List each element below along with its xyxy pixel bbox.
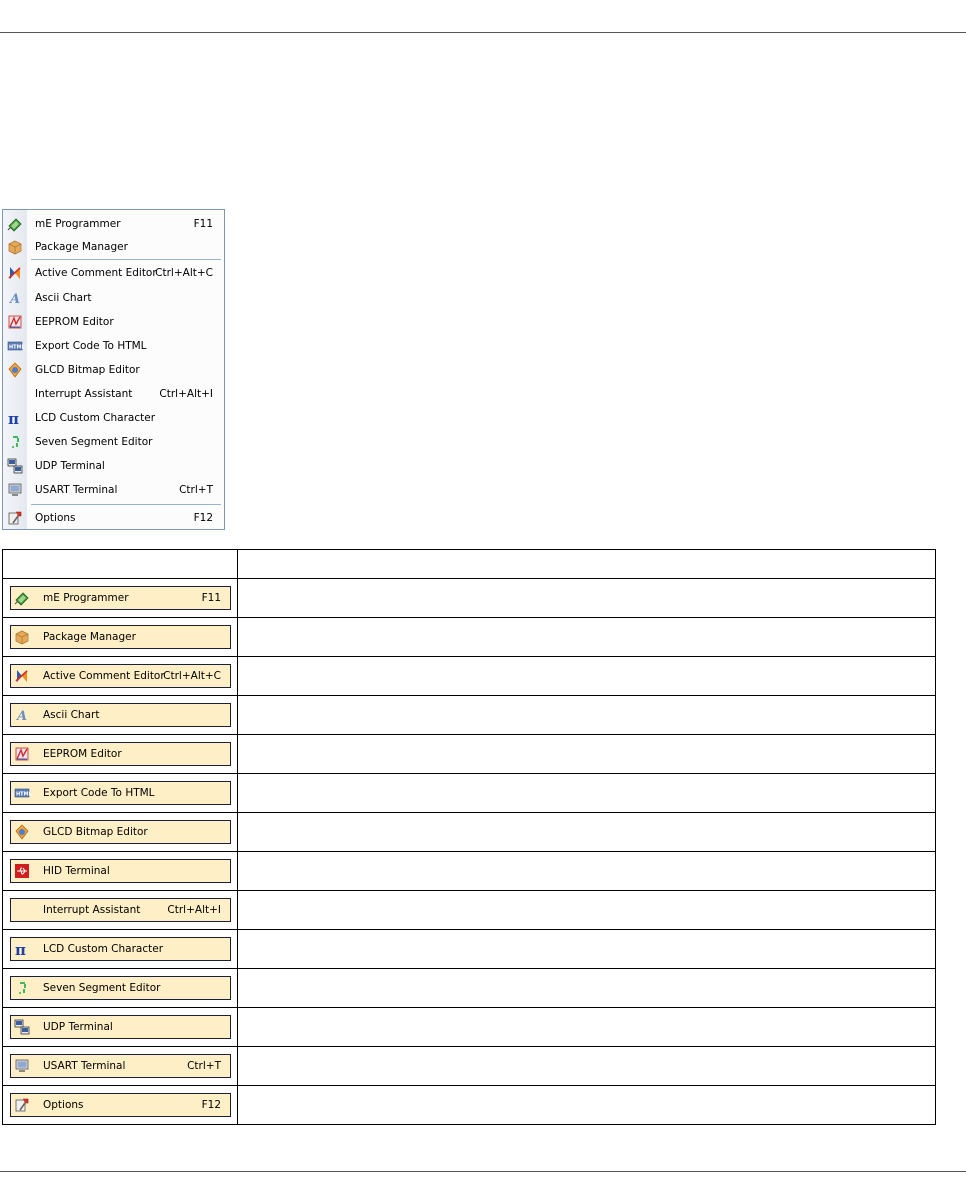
menu-separator [31, 504, 221, 505]
tool-button-label: LCD Custom Character [43, 943, 164, 955]
menu-item-udp-terminal[interactable] [3, 456, 224, 476]
table-row [3, 930, 936, 969]
tool-button-label: USART Terminal [43, 1060, 126, 1072]
table-cell-description [238, 735, 936, 774]
tool-button-label: EEPROM Editor [43, 748, 122, 760]
menu-item-label: Active Comment Editor [35, 267, 157, 279]
menu-item-seven-segment-editor[interactable] [3, 432, 224, 452]
tool-button-export-code-to-html [10, 781, 231, 805]
ascii-chart-icon [7, 290, 23, 306]
usb-icon [14, 863, 30, 879]
options-icon [7, 510, 23, 526]
tool-button-glcd-bitmap-editor [10, 820, 231, 844]
tool-button-eeprom-editor [10, 742, 231, 766]
table-row [3, 735, 936, 774]
table-row [3, 852, 936, 891]
menu-separator [31, 259, 221, 260]
tool-button-label: mE Programmer [43, 592, 129, 604]
table-row [3, 657, 936, 696]
menu-item-eeprom-editor[interactable] [3, 312, 224, 332]
table-cell-icon [3, 813, 238, 852]
table-cell-icon [3, 774, 238, 813]
menu-item-lcd-custom-character[interactable] [3, 408, 224, 428]
tool-button-shortcut: F11 [201, 592, 221, 604]
eeprom-icon [14, 746, 30, 762]
tool-button-shortcut: Ctrl+T [187, 1060, 221, 1072]
active-comment-icon [7, 265, 23, 281]
blank-icon [7, 386, 23, 402]
table-header-description [238, 550, 936, 579]
tool-button-options [10, 1093, 231, 1117]
menu-item-usart-terminal[interactable] [3, 480, 224, 500]
tool-button-shortcut: Ctrl+Alt+C [163, 670, 221, 682]
svg-text:A: A [10, 292, 21, 307]
table-cell-icon [3, 1008, 238, 1047]
table-row [3, 891, 936, 930]
menu-item-package-manager[interactable] [3, 237, 224, 257]
menu-item-label: LCD Custom Character [35, 412, 156, 424]
table-cell-description [238, 1047, 936, 1086]
menu-item-label: Package Manager [35, 241, 128, 253]
table-header-row [3, 550, 936, 579]
menu-item-label: Export Code To HTML [35, 340, 147, 352]
table-row [3, 813, 936, 852]
tool-button-label: Ascii Chart [43, 709, 100, 721]
pi-icon [14, 941, 30, 957]
tool-button-usart-terminal [10, 1054, 231, 1078]
tool-button-interrupt-assistant [10, 898, 231, 922]
table-cell-description [238, 696, 936, 735]
table-cell-description [238, 1086, 936, 1125]
tool-button-label: Package Manager [43, 631, 136, 643]
menu-item-label: GLCD Bitmap Editor [35, 364, 140, 376]
table-header-icon [3, 550, 238, 579]
menu-item-export-code-to-html[interactable] [3, 336, 224, 356]
table-cell-icon [3, 579, 238, 618]
programmer-icon [7, 216, 23, 232]
table-row [3, 1086, 936, 1125]
menu-item-label: Options [35, 512, 76, 524]
table-cell-icon [3, 696, 238, 735]
menu-item-shortcut: F12 [193, 512, 213, 524]
table-row [3, 1047, 936, 1086]
table-cell-icon [3, 618, 238, 657]
table-cell-description [238, 969, 936, 1008]
tool-button-active-comment-editor [10, 664, 231, 688]
menu-item-options[interactable] [3, 508, 224, 528]
table-cell-description [238, 891, 936, 930]
package-icon [7, 239, 23, 255]
tool-button-label: Interrupt Assistant [43, 904, 141, 916]
menu-item-label: Seven Segment Editor [35, 436, 153, 448]
tool-button-label: GLCD Bitmap Editor [43, 826, 148, 838]
menu-item-glcd-bitmap-editor[interactable] [3, 360, 224, 380]
table-cell-icon [3, 930, 238, 969]
blank-icon [14, 902, 30, 918]
udp-terminal-icon [14, 1019, 30, 1035]
glcd-bitmap-icon [7, 362, 23, 378]
menu-item-label: USART Terminal [35, 484, 118, 496]
tool-button-lcd-custom-character [10, 937, 231, 961]
package-icon [14, 629, 30, 645]
menu-item-label: mE Programmer [35, 218, 121, 230]
menu-item-shortcut: Ctrl+Alt+I [159, 388, 213, 400]
udp-terminal-icon [7, 458, 23, 474]
table-row [3, 774, 936, 813]
svg-text:π: π [8, 410, 19, 428]
tool-button-label: Seven Segment Editor [43, 982, 161, 994]
tool-button-shortcut: F12 [201, 1099, 221, 1111]
table-cell-description [238, 618, 936, 657]
table-row [3, 969, 936, 1008]
table-cell-icon [3, 969, 238, 1008]
pi-icon [7, 410, 23, 426]
svg-text:HTML: HTML [16, 791, 32, 798]
tool-button-label: Active Comment Editor [43, 670, 165, 682]
table-cell-description [238, 1008, 936, 1047]
menu-item-label: Interrupt Assistant [35, 388, 133, 400]
table-cell-icon [3, 1086, 238, 1125]
table-cell-description [238, 930, 936, 969]
tool-button-udp-terminal [10, 1015, 231, 1039]
seven-segment-icon [14, 980, 30, 996]
tool-button-label: Options [43, 1099, 84, 1111]
menu-item-active-comment-editor[interactable] [3, 263, 224, 283]
active-comment-icon [14, 668, 30, 684]
tool-button-ascii-chart [10, 703, 231, 727]
tool-button-seven-segment-editor [10, 976, 231, 1000]
table-cell-description [238, 579, 936, 618]
top-rule [0, 32, 966, 33]
options-icon [14, 1097, 30, 1113]
table-row [3, 618, 936, 657]
eeprom-icon [7, 314, 23, 330]
table-cell-description [238, 774, 936, 813]
table-cell-description [238, 852, 936, 891]
tool-button-hid-terminal [10, 859, 231, 883]
table-cell-icon [3, 891, 238, 930]
menu-item-label: Ascii Chart [35, 292, 92, 304]
html-icon [7, 338, 23, 354]
table-cell-description [238, 813, 936, 852]
table-row [3, 696, 936, 735]
tool-button-package-manager [10, 625, 231, 649]
tool-button-shortcut: Ctrl+Alt+I [167, 904, 221, 916]
menu-item-ascii-chart[interactable] [3, 288, 224, 308]
menu-item-label: UDP Terminal [35, 460, 105, 472]
menu-item-interrupt-assistant[interactable] [3, 384, 224, 404]
seven-segment-icon [7, 434, 23, 450]
usart-terminal-icon [14, 1058, 30, 1074]
table-cell-icon [3, 657, 238, 696]
table-cell-description [238, 657, 936, 696]
programmer-icon [14, 590, 30, 606]
table-row [3, 1008, 936, 1047]
html-icon [14, 785, 30, 801]
menu-item-shortcut: Ctrl+T [179, 484, 213, 496]
table-cell-icon [3, 852, 238, 891]
tool-button-label: UDP Terminal [43, 1021, 113, 1033]
table-row [3, 579, 936, 618]
bottom-rule [0, 1171, 966, 1172]
tool-button-label: Export Code To HTML [43, 787, 155, 799]
menu-item-shortcut: Ctrl+Alt+C [155, 267, 213, 279]
table-cell-icon [3, 735, 238, 774]
svg-text:π: π [15, 941, 26, 959]
menu-item-me-programmer[interactable] [3, 214, 224, 234]
usart-terminal-icon [7, 482, 23, 498]
svg-text:HTML: HTML [9, 344, 25, 351]
tools-reference-table [2, 549, 936, 1125]
table-cell-icon [3, 1047, 238, 1086]
glcd-bitmap-icon [14, 824, 30, 840]
ascii-chart-icon [14, 707, 30, 723]
tools-menu [2, 209, 225, 530]
tool-button-me-programmer [10, 586, 231, 610]
menu-item-label: EEPROM Editor [35, 316, 114, 328]
menu-item-shortcut: F11 [193, 218, 213, 230]
svg-text:A: A [17, 709, 28, 724]
tool-button-label: HID Terminal [43, 865, 110, 877]
